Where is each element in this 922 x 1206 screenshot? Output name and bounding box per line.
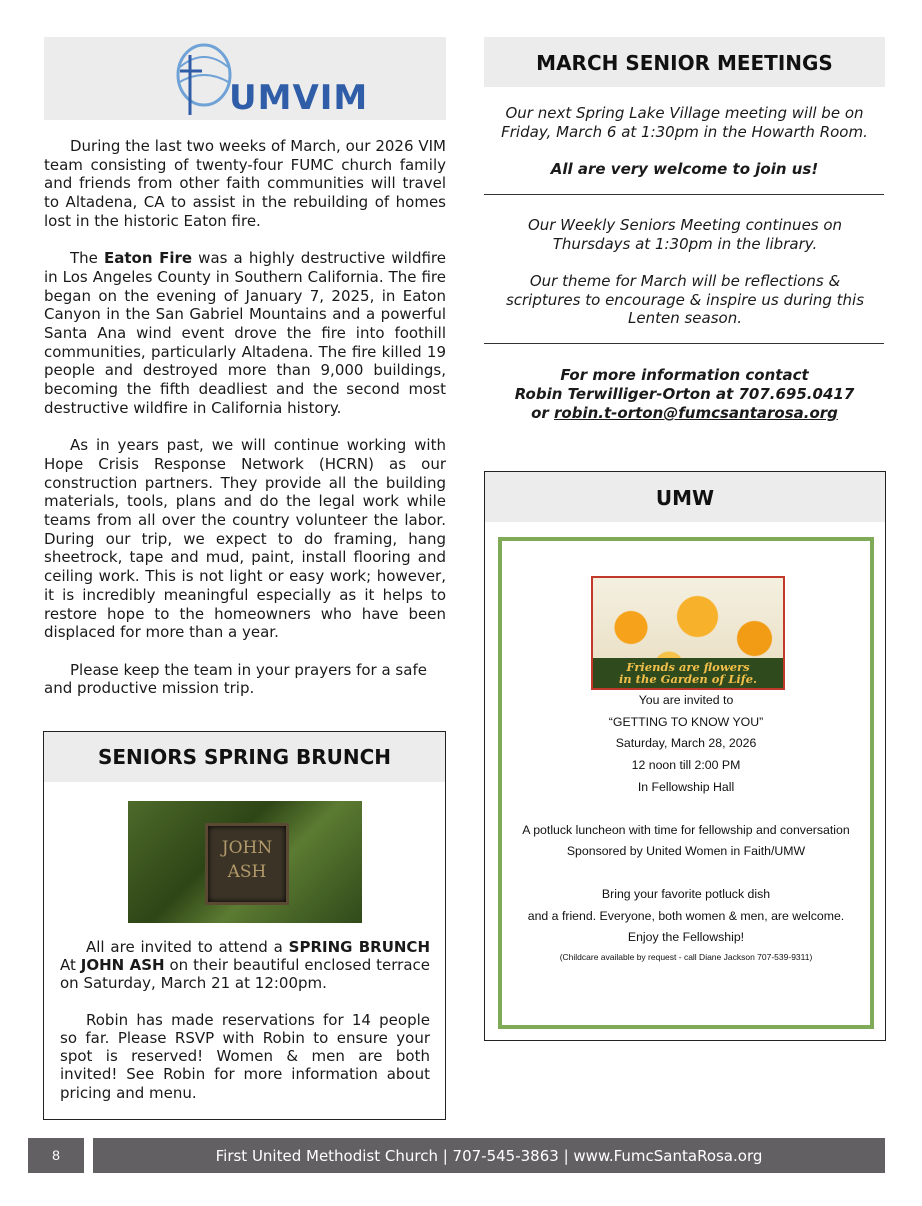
- brunch-title: SENIORS SPRING BRUNCH: [97, 745, 392, 769]
- invitation-line: You are invited to: [638, 693, 734, 707]
- spring-lake-meeting-text: Our next Spring Lake Village meeting will be on Friday, March 6 at 1:30pm in the Howarth Room.: [501, 104, 868, 141]
- invitation-line: In Fellowship Hall: [637, 780, 735, 794]
- invitation-line: 12 noon till 2:00 PM: [631, 758, 741, 772]
- vim-paragraph-4: Please keep the team in your prayers for a safe and productive mission trip.: [44, 660, 427, 698]
- childcare-note: (Childcare available by request - call Diane Jackson 707-539-9311): [559, 952, 813, 962]
- invitation-line: A potluck luncheon with time for fellowship and conversation: [522, 823, 850, 837]
- umw-box: [484, 471, 886, 1041]
- umw-title: UMW: [655, 486, 715, 510]
- john-ash-sign: JOHN ASH: [205, 823, 289, 905]
- umw-header: [485, 472, 885, 522]
- vim-paragraph-1: During the last two weeks of March, our 2026 VIM team consisting of twenty-four FUMC church family and friends from other faith communities will travel to Altadena, CA to assist in the rebuilding of homes lost in the historic Eaton fire.: [44, 137, 446, 230]
- contact-line-3: or robin.t-orton@fumcsantarosa.org: [531, 404, 838, 422]
- divider: [484, 343, 884, 344]
- weekly-meeting-text: Our Weekly Seniors Meeting continues on Thursdays at 1:30pm in the library.: [527, 216, 843, 253]
- eaton-fire-bold: Eaton Fire: [104, 249, 193, 268]
- brunch-paragraph-2: Robin has made reservations for 14 people so far. Please RSVP with Robin to ensure your spot is reserved! Women & men are both invited! See Robin for more information about pricing and menu.: [60, 1010, 430, 1102]
- vim-paragraph-3: As in years past, we will continue working with Hope Crisis Response Network (HCRN) as our construction partners. They provide all the building materials, tools, plans and do the legal work while teams from all over the country volunteer the labor. During our trip, we expect to do framing, hang sheetrock, tape and mud, paint, install flooring and ceiling work. This is not light or easy work; however, it is incredibly meaningful especially as it helps to restore hope to the homeowners who have been displaced for more than a year.: [44, 436, 446, 642]
- contact-email-link[interactable]: robin.t-orton@fumcsantarosa.org: [554, 404, 838, 422]
- friends-flowers-image: Friends are flowers in the Garden of Life.: [591, 576, 785, 690]
- contact-line-2: Robin Terwilliger-Orton at 707.695.0417: [514, 385, 855, 403]
- lenten-theme-text: Our theme for March will be reflections & scriptures to encourage & inspire us during this Lenten season.: [505, 272, 865, 328]
- footer-text: First United Methodist Church | 707-545-3863 | www.FumcSantaRosa.org: [215, 1147, 763, 1165]
- seniors-spring-brunch-box: [43, 731, 446, 1120]
- invitation-line: Sponsored by United Women in Faith/UMW: [566, 844, 806, 858]
- umw-invitation-frame: [498, 537, 874, 1029]
- vim-paragraph-2: The Eaton Fire was a highly destructive wildfire in Los Angeles County in Southern California. The fire began on the evening of January 7, 2025, in Eaton Canyon in the San Gabriel Mountains and a powerful Santa Ana wind event drove the fire into foothill communities, particularly Altadena. The fire killed 19 people and destroyed more than 9,000 buildings, becoming the fifth deadliest and the second most destructive wildfire in California history.: [44, 249, 446, 417]
- umvim-logo-text: UMVIM: [229, 78, 369, 118]
- march-meetings-title: MARCH SENIOR MEETINGS: [536, 51, 833, 75]
- brunch-paragraph-1: All are invited to attend a SPRING BRUNCH At JOHN ASH on their beautiful enclosed terrace on Saturday, March 21 at 12:00pm.: [60, 938, 430, 993]
- invitation-line: “GETTING TO KNOW YOU”: [608, 715, 764, 729]
- brunch-header: [44, 732, 445, 782]
- contact-line-1: For more information contact: [560, 366, 809, 384]
- page-number-box: [28, 1138, 84, 1173]
- page-number: 8: [52, 1147, 60, 1163]
- invitation-line: and a friend. Everyone, both women & men, are welcome.: [527, 909, 845, 923]
- footer-bar: [93, 1138, 885, 1173]
- march-meetings-header: [484, 37, 885, 87]
- umvim-logo: [44, 37, 446, 120]
- invitation-line: Saturday, March 28, 2026: [615, 736, 757, 750]
- invitation-line: Bring your favorite potluck dish: [601, 887, 771, 901]
- invitation-line: Enjoy the Fellowship!: [627, 930, 745, 944]
- vim-article: [44, 137, 446, 698]
- john-ash-photo: [128, 801, 362, 923]
- divider: [484, 194, 884, 195]
- welcome-text: All are very welcome to join us!: [550, 160, 819, 178]
